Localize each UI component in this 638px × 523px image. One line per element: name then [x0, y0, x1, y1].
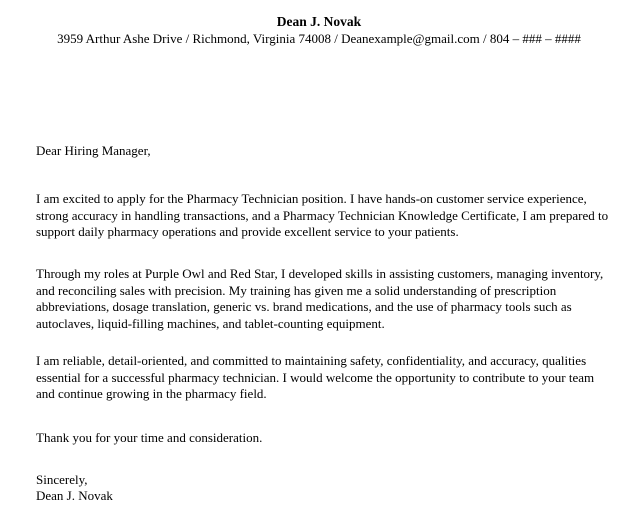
closing-valediction: Sincerely,: [36, 472, 88, 487]
closing-block: [36, 472, 113, 503]
salutation: Dear Hiring Manager,: [36, 143, 151, 158]
body-paragraph-experience: Through my roles at Purple Owl and Red Star, I developed skills in assisting customers, managing inventory, and reconciling sales with precision. My training has given me a solid understanding of prescription abbreviations, dosage translation, generic vs. brand medications, and the use of pharmacy tools such as autoclaves, liquid-filling machines, and tablet-counting equipment.: [36, 266, 604, 331]
signature-name: Dean J. Novak: [36, 487, 113, 503]
letter-author-name: Dean J. Novak: [276, 14, 362, 29]
thank-you-line: Thank you for your time and consideration.: [36, 430, 263, 445]
body-paragraph-intro: I am excited to apply for the Pharmacy Technician position. I have hands-on customer service experience, strong accuracy in handling transactions, and a Pharmacy Technician Knowledge Certificate, I am prepared to support daily pharmacy operations and provide excellent service to your patients.: [36, 191, 609, 239]
contact-info-line: 3959 Arthur Ashe Drive / Richmond, Virginia 74008 / Deanexample@gmail.com / 804 – ### – ####: [57, 31, 581, 46]
body-paragraph-qualities: I am reliable, detail-oriented, and committed to maintaining safety, confidentiality, and accuracy, qualities essential for a successful pharmacy technician. I would welcome the opportunity to contribute to your team and continue growing in the pharmacy field.: [36, 353, 595, 401]
